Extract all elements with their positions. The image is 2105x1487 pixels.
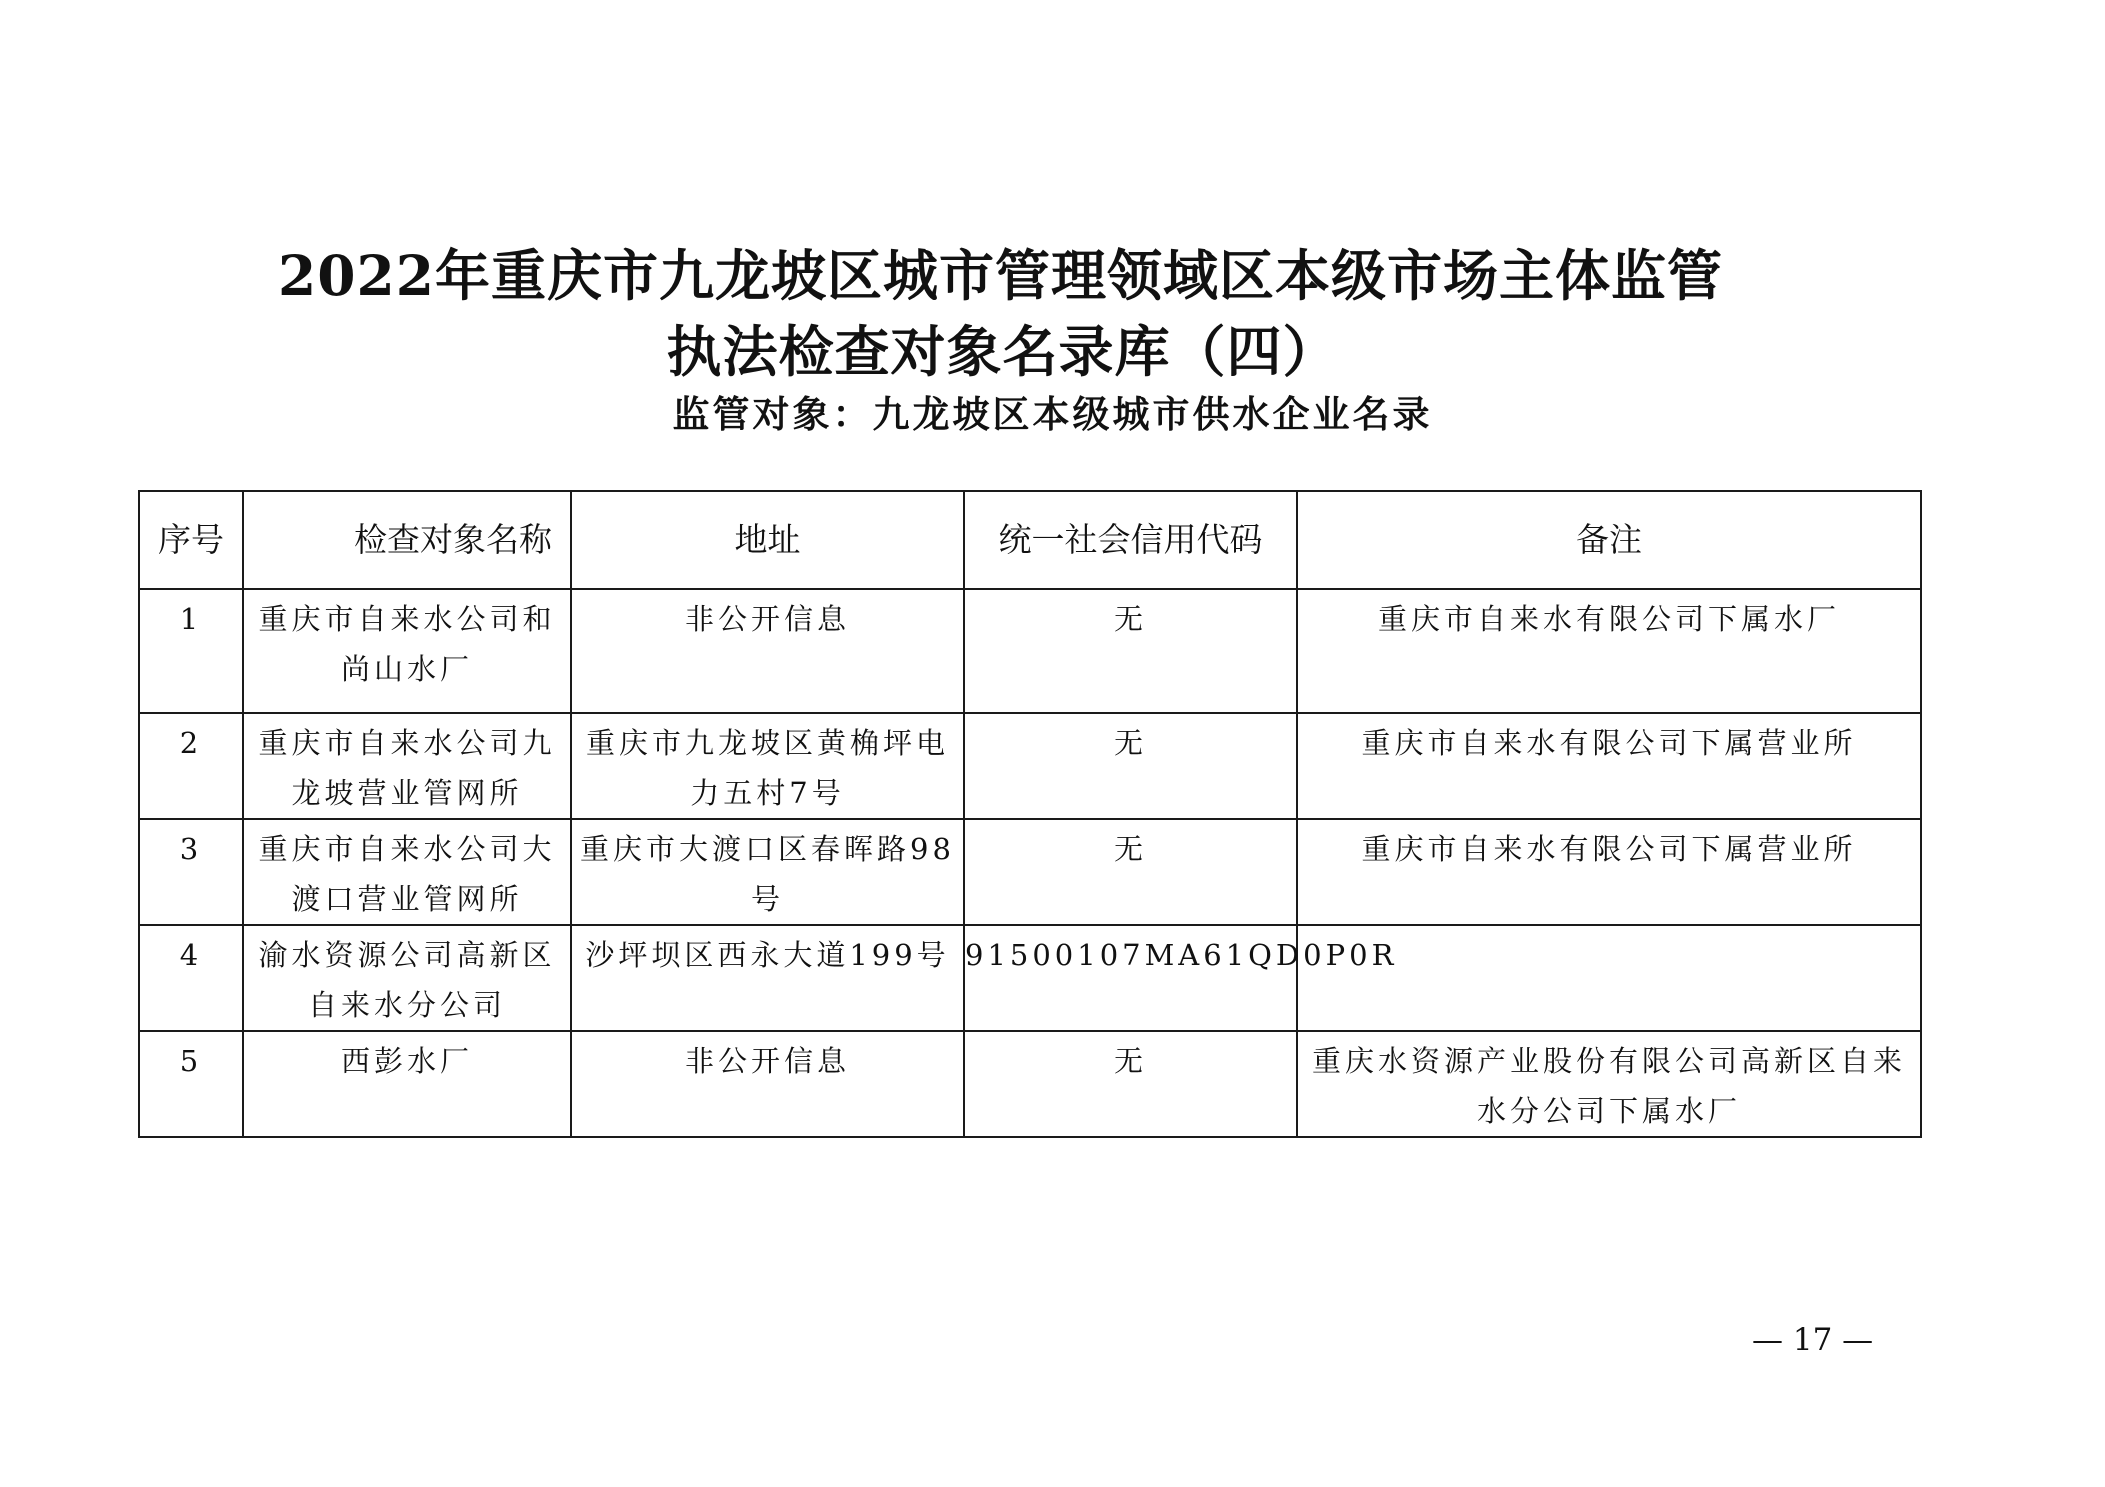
row-address: 重庆市九龙坡区黄桷坪电力五村7号 <box>571 713 964 819</box>
row-remark: 重庆水资源产业股份有限公司高新区自来水分公司下属水厂 <box>1297 1031 1921 1137</box>
row-remark: 重庆市自来水有限公司下属营业所 <box>1297 713 1921 819</box>
table-row <box>139 819 1921 925</box>
header-credit-code: 统一社会信用代码 <box>964 491 1297 589</box>
row-address: 沙坪坝区西永大道199号 <box>571 925 964 1031</box>
header-address: 地址 <box>571 491 964 589</box>
row-index: 5 <box>139 1031 243 1137</box>
table-row <box>139 925 1921 1031</box>
document-subtitle: 监管对象：九龙坡区本级城市供水企业名录 <box>672 393 1433 436</box>
row-remark: 重庆市自来水有限公司下属营业所 <box>1297 819 1921 925</box>
row-credit-code: 无 <box>964 819 1297 925</box>
row-name: 西彭水厂 <box>243 1031 571 1137</box>
table-header-row <box>139 491 1921 589</box>
row-name: 重庆市自来水公司九龙坡营业管网所 <box>243 713 571 819</box>
enterprise-roster-table <box>138 490 1922 1138</box>
row-address: 非公开信息 <box>571 589 964 713</box>
row-credit-code: 91500107MA61QD0P0R <box>964 925 1297 1031</box>
header-name: 检查对象名称 <box>243 491 571 589</box>
row-index: 1 <box>139 589 243 713</box>
row-credit-code: 无 <box>964 1031 1297 1137</box>
header-remark: 备注 <box>1297 491 1921 589</box>
page-number: — 17 — <box>1752 1322 1874 1358</box>
row-name: 重庆市自来水公司和尚山水厂 <box>243 589 571 713</box>
row-name: 重庆市自来水公司大渡口营业管网所 <box>243 819 571 925</box>
row-index: 3 <box>139 819 243 925</box>
table-row <box>139 1031 1921 1137</box>
document-title-line-1: 2022年重庆市九龙坡区城市管理领域区本级市场主体监管 <box>277 243 1724 308</box>
row-address: 重庆市大渡口区春晖路98号 <box>571 819 964 925</box>
row-address: 非公开信息 <box>571 1031 964 1137</box>
header-index: 序号 <box>139 491 243 589</box>
row-remark: 重庆市自来水有限公司下属水厂 <box>1297 589 1921 713</box>
row-name: 渝水资源公司高新区自来水分公司 <box>243 925 571 1031</box>
document-title-line-2: 执法检查对象名录库（四） <box>666 319 1339 384</box>
table-row <box>139 713 1921 819</box>
row-index: 4 <box>139 925 243 1031</box>
row-credit-code: 无 <box>964 713 1297 819</box>
table-row <box>139 589 1921 713</box>
row-index: 2 <box>139 713 243 819</box>
row-credit-code: 无 <box>964 589 1297 713</box>
